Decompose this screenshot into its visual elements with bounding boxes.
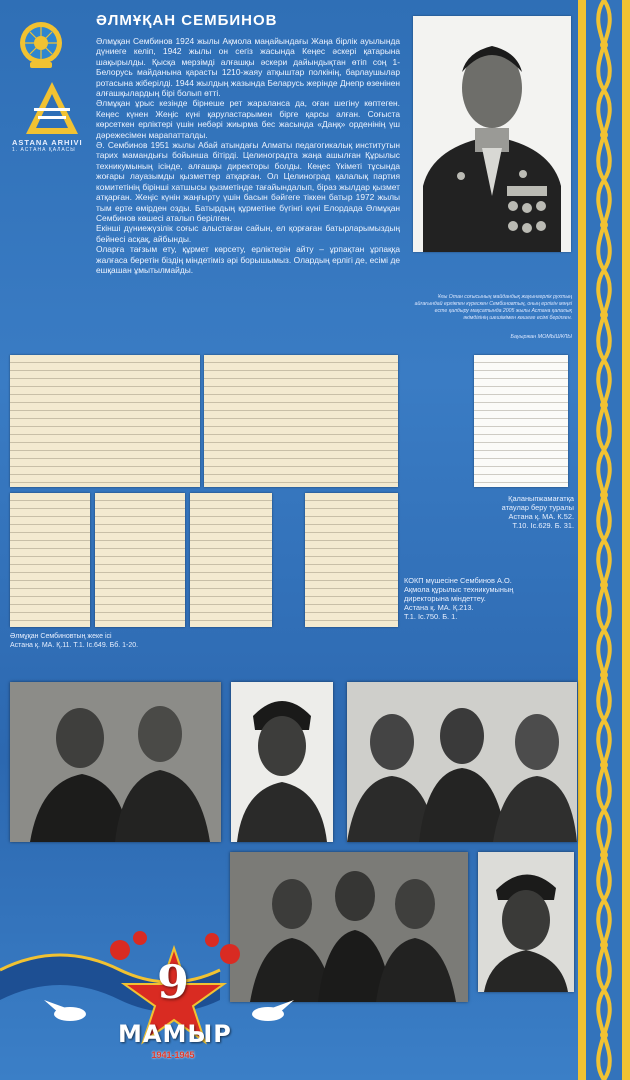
victory-day-month: МАМЫР: [118, 1020, 232, 1048]
biography-text: [96, 36, 400, 275]
archive-document: [305, 493, 398, 627]
victory-day-number: 9: [156, 955, 189, 1009]
caption-line: КОКП мүшесіне Сембинов А.О.: [404, 576, 512, 585]
portrait-caption: Ұлы Отан соғысының майдандық жауынгерлік рухтың айғағындай ерлікпен күрескен Сембиновтың, оның ерлігін мәңгі есте қалдыру мақсатында 2005 жылы Астана қалалық әкімдігінің шешімімен көшеге есімі берілген.: [414, 294, 572, 321]
caption-line: Қаланыпжамағатқа: [508, 494, 574, 503]
archive-document: [204, 355, 398, 487]
bio-paragraph: Екінші дүниежүзілік соғыс алыстаған сайын, ел қорғаған батырларымыздың бейнесі асқақ, айбынды.: [96, 223, 400, 244]
archive-document: [10, 355, 200, 487]
caption-line: Әлмұқан Сембиновтың жеке ісі: [10, 633, 112, 640]
document-caption-right: [466, 494, 574, 530]
photo-soldier-portrait: [478, 852, 574, 992]
archive-name: [12, 138, 83, 153]
victory-day-years: 1941-1945: [151, 1050, 195, 1060]
bio-paragraph: Ә. Сембинов 1951 жылы Абай атындағы Алматы педагогикалық институтын тарих мамандығы бойынша бітірді. Целиноградта жаңа ашылған Құрылыс техникумының ісінде, алғашқы директоры болды. Кеңес Үкіметі тұсында жоғары лауазымды қызметтер атқарған. Ол Целиноград қалалық партия комитетінің бірінші хатшысы қызметінде тағайындалып, біраз жылдар қызмет атқарған. Жеңіс күнін жаңғырту үшін басын бәйгеге тіккен батыр 1972 жылы тым ерте өмірден озды. Батырдың құрметіне бүгінгі күні Елордада Әлмұқан Сембинов көшесі аталып берілген.: [96, 140, 400, 223]
photo-three-soldiers: [347, 682, 577, 842]
document-caption-center: [404, 576, 564, 621]
caption-line: Т.1. Іс.750. Б. 1.: [404, 612, 458, 621]
archive-document: [95, 493, 185, 627]
caption-line: Астана қ. МА. Қ.213.: [404, 603, 474, 612]
caption-line: Астана қ. МА. К.52.: [508, 512, 574, 521]
archive-title: ASTANA ARHIVI: [12, 138, 83, 147]
caption-line: Т.10. Іс.629. Б. 31.: [512, 521, 574, 530]
archive-document: [190, 493, 272, 627]
state-emblem-icon: [18, 20, 64, 70]
archive-document: [474, 355, 568, 487]
bio-paragraph: Әлмұқан ұрыс кезінде бірнеше рет жараланса да, оған шегіну көптеген. Кеңес күнен Жеңіс күні қаруластарымен бірге қарсы алған. Соғыста көрсеткен ерліктері үшін небәрі жиырма бес жасында «Даңқ» орденінің үш дәрежесімен марапатталды.: [96, 98, 400, 140]
bio-paragraph: Оларға тағзым ету, құрмет көрсету, ерліктерін айту – ұрпақтан ұрпаққа жалғаса беретін біздің міндетіміз әрі борышымыз. Олардың ерлігі де, есімі де ешқашан ұмытылмайды.: [96, 244, 400, 275]
ornament-border: [578, 0, 630, 1080]
photo-two-men: [10, 682, 221, 842]
caption-line: Ақмола құрылыс техникумының: [404, 585, 514, 594]
archive-document: [10, 493, 90, 627]
page-title: ӘЛМҰҚАН СЕМБИНОВ: [96, 12, 278, 29]
portrait-signature: Бауыржан МОМЫШҰЛЫ: [510, 334, 572, 340]
bio-paragraph: Әлмұқан Сембинов 1924 жылы Ақмола маңайындағы Жаңа бірлік ауылында дүниеге келіп, 1942 жылы он сегіз жасында Кеңес әскері қатарына шақырылды. Қысқа мерзімді алғашқы әскери дайындықтан өтіп соң 1-Белорусь майданына қарасты 1210-жаяу атқыштар полкінің, барлаушылар ротасына жіберілді. 1944 жылдың жазында Беларусь жерінде Днепр өзенінен алғашқылардың бірі болып өтті.: [96, 36, 400, 99]
document-caption-left: [10, 632, 230, 650]
caption-line: атаулар беру туралы: [501, 503, 574, 512]
archive-subtitle: 1. АСТАНА ҚАЛАСЫ: [12, 147, 76, 153]
caption-line: директорына міндеттеу.: [404, 594, 486, 603]
portrait-photo: [413, 16, 571, 252]
caption-line: Астана қ. МА. Қ.11. Т.1. Іс.649. Бб. 1-20.: [10, 642, 139, 649]
photo-young-soldier: [231, 682, 333, 842]
archive-logo-icon: [20, 78, 84, 138]
